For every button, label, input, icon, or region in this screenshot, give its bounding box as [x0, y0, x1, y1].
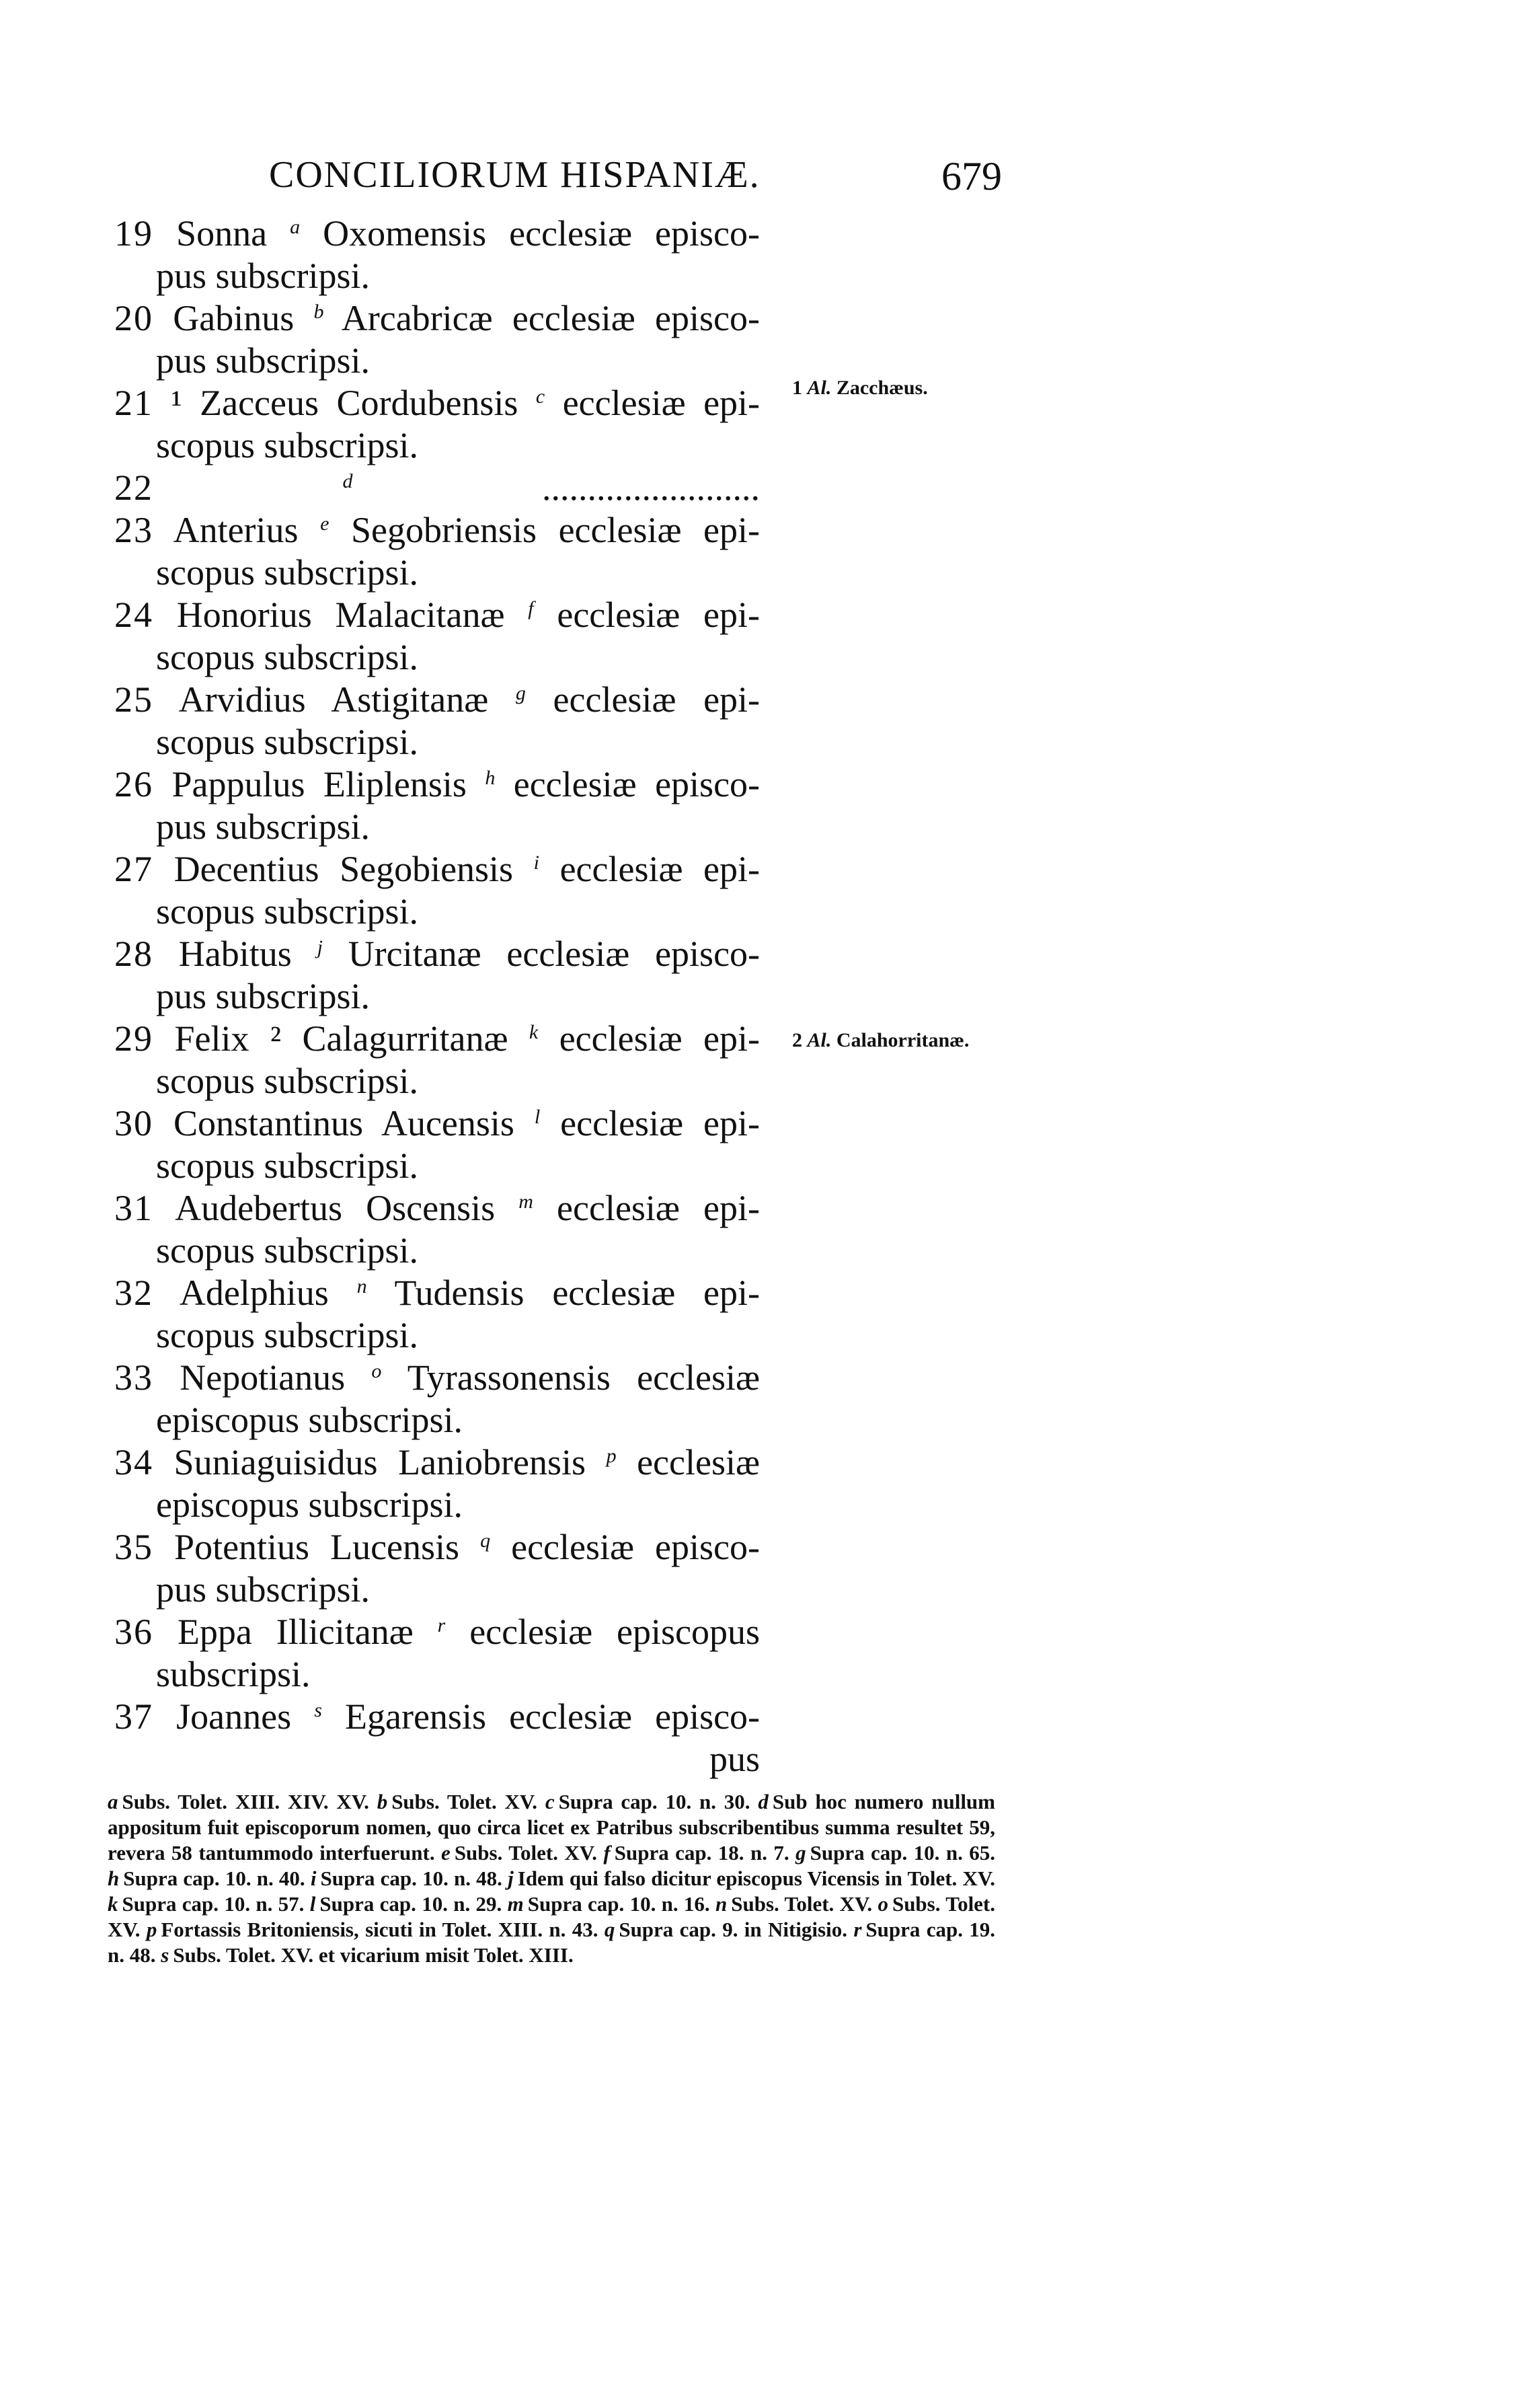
- entry-28: [114, 933, 760, 1018]
- footnote-mark: n: [356, 1275, 367, 1297]
- entry-35: [114, 1526, 760, 1611]
- entry-number: 32: [114, 1273, 153, 1313]
- entry-continuation: scopus subscripsi.: [156, 722, 418, 762]
- entry-name: Joannes: [176, 1696, 292, 1737]
- entry-continuation: pus subscripsi.: [156, 806, 371, 847]
- entry-number: 22: [114, 467, 153, 508]
- entry-number: 23: [114, 510, 153, 550]
- footnote-mark: c: [535, 385, 545, 408]
- footnote: q Supra cap. 9. in Nitigisio.: [604, 1918, 847, 1941]
- entry-25: [114, 679, 760, 763]
- entry-number: 20: [114, 298, 153, 338]
- entry-number: 26: [114, 764, 153, 804]
- footnotes: [108, 1789, 995, 1968]
- margin-note-text: Calahorritanæ.: [836, 1029, 970, 1051]
- entry-text: ecclesiæ epi-: [559, 1018, 761, 1059]
- entry-37: [114, 1696, 760, 1780]
- entry-name: Potentius Lucensis: [174, 1527, 460, 1567]
- entry-continuation: scopus subscripsi.: [156, 1145, 418, 1186]
- entry-continuation: pus subscripsi.: [156, 256, 371, 296]
- entry-continuation: pus subscripsi.: [156, 340, 371, 381]
- footnote-mark: d: [342, 470, 353, 492]
- footnote: r Supra cap. 19. n. 48.: [108, 1918, 996, 1967]
- entry-continuation: episcopus subscripsi.: [156, 1484, 463, 1525]
- entry-name: Constantinus Aucensis: [173, 1103, 514, 1143]
- entry-number: 21: [114, 383, 153, 423]
- entry-name: Arvidius Astigitanæ: [178, 679, 489, 720]
- footnote: s Subs. Tolet. XV. et vicarium misit Tolet. XIII.: [161, 1943, 574, 1967]
- entry-number: 35: [114, 1527, 153, 1567]
- footnote-mark: k: [529, 1021, 539, 1043]
- entry-text: Oxomensis ecclesiæ episco-: [323, 213, 760, 254]
- entry-name: Eppa Illicitanæ: [177, 1612, 414, 1652]
- footnote: c Supra cap. 10. n. 30.: [545, 1790, 750, 1813]
- footnote: b Subs. Tolet. XV.: [377, 1790, 538, 1813]
- margin-note-abbrev: Al.: [807, 377, 832, 399]
- footnote: g Supra cap. 10. n. 65.: [795, 1841, 996, 1865]
- entry-name: Sonna: [176, 213, 268, 254]
- margin-note-1: [792, 377, 1007, 400]
- entry-continuation: scopus subscripsi.: [156, 637, 418, 677]
- footnote-mark: s: [314, 1699, 322, 1721]
- footnote: e Subs. Tolet. XV.: [441, 1841, 597, 1865]
- entry-continuation: pus subscripsi.: [156, 976, 371, 1016]
- page-header: [269, 153, 1002, 214]
- margin-note-mark: 2: [792, 1029, 802, 1051]
- footnote-mark: q: [480, 1530, 491, 1552]
- entry-name: Gabinus: [173, 298, 295, 338]
- entry-number: 37: [114, 1696, 153, 1737]
- subscription-list: [114, 213, 760, 1780]
- footnote-mark: l: [534, 1106, 541, 1128]
- footnote-mark: a: [290, 216, 301, 238]
- entry-text: ecclesiæ epi-: [560, 1103, 760, 1143]
- entry-text: ecclesiæ episcopus: [469, 1612, 760, 1652]
- entry-20: [114, 297, 760, 382]
- page-number: 679: [941, 154, 1002, 198]
- footnote: m Supra cap. 10. n. 16.: [507, 1892, 710, 1916]
- margin-note-text: Zacchæus.: [836, 377, 928, 399]
- entry-27: [114, 848, 760, 933]
- entry-33: [114, 1357, 760, 1441]
- entry-19: [114, 213, 760, 297]
- entry-text: ecclesiæ epi-: [559, 849, 761, 889]
- running-title: CONCILIORUM HISPANIÆ.: [269, 154, 761, 196]
- entry-21: [114, 382, 760, 467]
- entry-continuation: scopus subscripsi.: [156, 1061, 418, 1101]
- entry-name: Pappulus Eliplensis: [171, 764, 467, 804]
- footnote: n Subs. Tolet. XV.: [715, 1892, 873, 1916]
- entry-continuation: scopus subscripsi.: [156, 552, 418, 593]
- entry-number: 25: [114, 679, 153, 720]
- footnote: j Idem qui falso dicitur episcopus Vicensis in Tolet. XV.: [508, 1867, 996, 1890]
- footnote: h Supra cap. 10. n. 40.: [108, 1867, 305, 1890]
- entry-text: Segobriensis ecclesiæ epi-: [351, 510, 760, 550]
- footnote-mark: j: [317, 936, 323, 958]
- entry-text: ecclesiæ epi-: [557, 595, 761, 635]
- entry-number: 36: [114, 1612, 153, 1652]
- entry-number: 30: [114, 1103, 153, 1143]
- entry-text: ecclesiæ epi-: [557, 1188, 760, 1228]
- entry-name: Audebertus Oscensis: [175, 1188, 496, 1228]
- entry-number: 31: [114, 1188, 153, 1228]
- footnote-mark: b: [313, 301, 324, 323]
- entry-text: ecclesiæ episco-: [511, 1527, 760, 1567]
- entry-number: 29: [114, 1018, 153, 1059]
- footnote: i Supra cap. 10. n. 48.: [310, 1867, 502, 1890]
- entry-number: 28: [114, 934, 153, 974]
- entry-34: [114, 1441, 760, 1526]
- footnote: k Supra cap. 10. n. 57.: [108, 1892, 305, 1916]
- entry-name: Suniaguisidus Laniobrensis: [173, 1442, 586, 1482]
- footnote: f Supra cap. 18. n. 7.: [603, 1841, 789, 1865]
- entry-dots: ........................: [542, 467, 760, 508]
- entry-31: [114, 1187, 760, 1272]
- entry-name: Honorius Malacitanæ: [176, 595, 505, 635]
- entry-continuation: pus subscripsi.: [156, 1569, 371, 1610]
- footnote-mark: e: [320, 513, 329, 535]
- footnote-mark: g: [515, 682, 526, 704]
- margin-note-mark: 1: [792, 377, 802, 399]
- entry-number: 24: [114, 595, 153, 635]
- margin-note-abbrev: Al.: [807, 1029, 832, 1051]
- entry-text: ecclesiæ episco-: [513, 764, 761, 804]
- entry-text: ecclesiæ: [637, 1442, 761, 1482]
- entry-30: [114, 1102, 760, 1187]
- entry-continuation: scopus subscripsi.: [156, 1315, 418, 1355]
- entry-name: Habitus: [178, 934, 292, 974]
- entry-number: 33: [114, 1357, 153, 1398]
- entry-continuation: scopus subscripsi.: [156, 891, 418, 932]
- footnote-mark: r: [437, 1614, 446, 1636]
- entry-number: 34: [114, 1442, 153, 1482]
- entry-text: Urcitanæ ecclesiæ episco-: [348, 934, 761, 974]
- entry-number: 19: [114, 213, 153, 254]
- footnote-mark: p: [606, 1445, 617, 1467]
- footnote: o Subs. Tolet. XV.: [108, 1892, 996, 1941]
- footnote: l Supra cap. 10. n. 29.: [309, 1892, 502, 1916]
- footnote: p Fortassis Britoniensis, sicuti in Tolet. XIII. n. 43.: [146, 1918, 598, 1941]
- entry-24: [114, 594, 760, 679]
- entry-name: Decentius Segobiensis: [173, 849, 514, 889]
- entry-number: 27: [114, 849, 153, 889]
- entry-name: Nepotianus: [180, 1357, 346, 1398]
- entry-text: Arcabricæ ecclesiæ episco-: [341, 298, 760, 338]
- entry-29: [114, 1018, 760, 1102]
- footnote-mark: h: [485, 767, 496, 789]
- footnote: d Sub hoc numero nullum appositum fuit episcoporum nomen, quo circa licet ex Patribus subscribentibus summa resultet 59, revera 58 tantummodo interfuerunt.: [108, 1790, 995, 1865]
- entry-continuation: subscripsi.: [156, 1654, 311, 1694]
- catchword: pus: [709, 1739, 760, 1779]
- entry-text: ecclesiæ epi-: [553, 679, 761, 720]
- entry-name: ¹ Zacceus Cordubensis: [171, 383, 518, 423]
- footnote-mark: m: [518, 1191, 533, 1213]
- entry-continuation: scopus subscripsi.: [156, 1230, 418, 1271]
- entry-name: Adelphius: [179, 1273, 329, 1313]
- footnote-mark: o: [371, 1360, 382, 1382]
- footnote: a Subs. Tolet. XIII. XIV. XV.: [108, 1790, 369, 1813]
- entry-continuation: scopus subscripsi.: [156, 425, 418, 465]
- entry-text: Egarensis ecclesiæ episco-: [345, 1696, 761, 1737]
- entry-text: Tyrassonensis ecclesiæ: [407, 1357, 761, 1398]
- entry-continuation: episcopus subscripsi.: [156, 1400, 463, 1440]
- margin-note-2: [792, 1029, 994, 1052]
- entry-name: Felix ² Calagurritanæ: [174, 1018, 508, 1059]
- entry-text: Tudensis ecclesiæ epi-: [394, 1273, 760, 1313]
- entry-name: Anterius: [173, 510, 299, 550]
- entry-36: [114, 1611, 760, 1696]
- entry-23: [114, 509, 760, 594]
- entry-22: [114, 467, 760, 509]
- entry-text: ecclesiæ epi-: [562, 383, 761, 423]
- entry-26: [114, 763, 760, 848]
- entry-32: [114, 1272, 760, 1357]
- footnote-mark: i: [533, 852, 539, 874]
- footnote-mark: f: [528, 597, 534, 619]
